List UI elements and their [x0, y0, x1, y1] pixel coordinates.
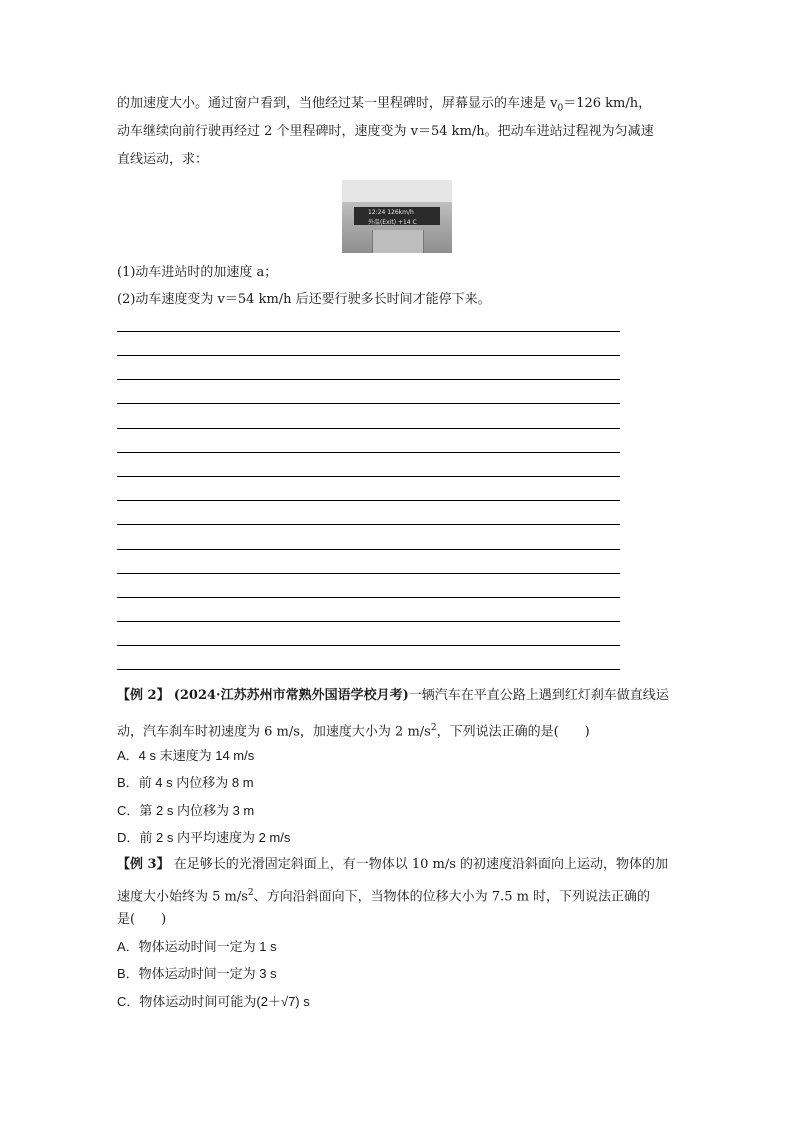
example-3-tag: 【例 3】 [117, 857, 170, 872]
example-2-option-c[interactable]: C．第 2 s 内位移为 3 m [117, 803, 255, 818]
answer-line [117, 428, 620, 429]
text: 速度大小始终为 5 m/s [117, 889, 248, 905]
answer-line [117, 645, 620, 646]
answer-line [117, 500, 620, 501]
example-3-option-a[interactable]: A．物体运动时间一定为 1 s [117, 939, 277, 954]
answer-line [117, 403, 620, 404]
text: ，下列说法正确的是( ) [436, 724, 590, 740]
answer-line [117, 597, 620, 598]
answer-line [117, 621, 620, 622]
text: ＝126 km/h， [563, 96, 652, 111]
train-display-photo [342, 180, 452, 253]
subscript: 0 [557, 103, 564, 114]
speed-display-screen [354, 207, 440, 225]
answer-line [117, 331, 620, 332]
paragraph-line-2: 动车继续向前行驶再经过 2 个里程碑时，速度变为 v＝54 km/h。把动车进站过程视为匀减速 [117, 124, 654, 139]
text: 动，汽车刹车时初速度为 6 m/s，加速度大小为 2 m/s [117, 724, 431, 740]
example-2-option-a[interactable]: A．4 s 末速度为 14 m/s [117, 748, 255, 763]
answer-line [117, 549, 620, 550]
text: 一辆汽车在平直公路上遇到红灯刹车做直线运 [408, 688, 669, 703]
example-2-option-d[interactable]: D．前 2 s 内平均速度为 2 m/s [117, 830, 291, 845]
answer-line [117, 476, 620, 477]
example-2-line-2 [117, 720, 590, 740]
photo-ceiling [342, 180, 452, 202]
text: 、方向沿斜面向下，当物体的位移大小为 7.5 m 时，下列说法正确的 [253, 889, 651, 905]
example-3-option-b[interactable]: B．物体运动时间一定为 3 s [117, 966, 277, 981]
example-3-line-3: 是( ) [117, 912, 167, 927]
example-3-option-c[interactable]: C．物体运动时间可能为(2＋√7) s [117, 994, 310, 1009]
photo-door [372, 230, 424, 253]
example-2-option-b[interactable]: B．前 4 s 内位移为 8 m [117, 775, 254, 790]
paragraph-line-1 [117, 96, 651, 117]
example-3-line-1 [117, 857, 668, 873]
answer-line [117, 355, 620, 356]
example-2-line-1 [117, 688, 669, 704]
answer-line [117, 452, 620, 453]
example-2-tag: 【例 2】 [117, 688, 170, 703]
example-2-source: (2024·江苏苏州市常熟外国语学校月考) [173, 688, 409, 703]
superscript: 2 [430, 723, 437, 733]
question-2: (2)动车速度变为 v＝54 km/h 后还要行驶多长时间才能停下来。 [117, 292, 491, 307]
answer-line [117, 573, 620, 574]
answer-line [117, 669, 620, 670]
superscript: 2 [247, 888, 254, 898]
screen-text-1: 12:24 126km/h [368, 209, 414, 216]
answer-line [117, 379, 620, 380]
example-3-line-2 [117, 885, 650, 905]
question-1: (1)动车进站时的加速度 a； [117, 265, 278, 280]
paragraph-line-3: 直线运动，求： [117, 152, 209, 167]
text: 在足够长的光滑固定斜面上，有一物体以 10 m/s 的初速度沿斜面向上运动，物体的加 [173, 857, 669, 872]
screen-text-2: 外温(Exit) +14 C [368, 219, 417, 226]
text: 的加速度大小。通过窗户看到，当他经过某一里程碑时，屏幕显示的车速是 v [117, 96, 558, 111]
answer-line [117, 524, 620, 525]
